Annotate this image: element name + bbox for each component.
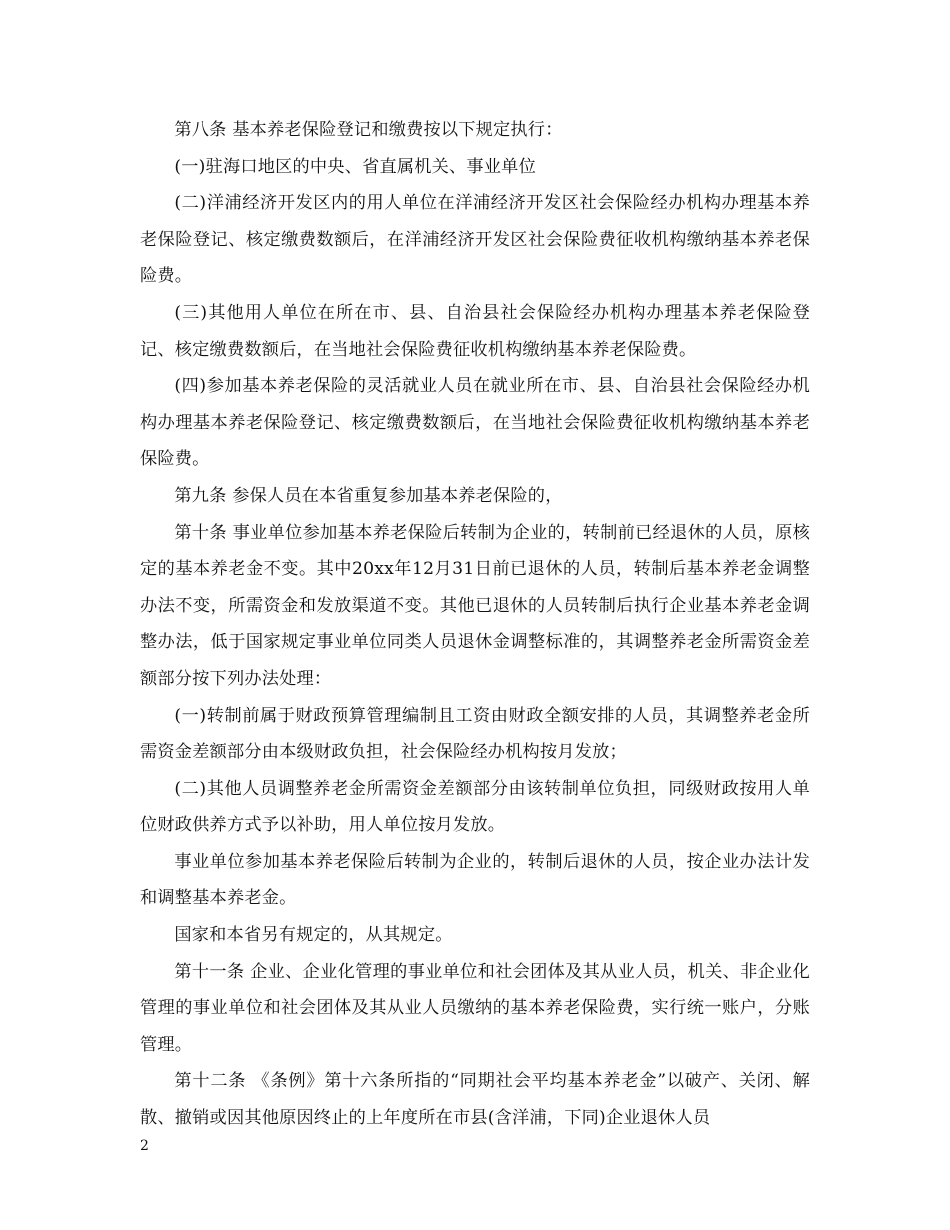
- paragraph-article-8-item-4: (四)参加基本养老保险的灵活就业人员在就业所在市、县、自治县社会保险经办机构办理基本养老保险登记、核定缴费数额后，在当地社会保险费征收机构缴纳基本养老保险费。: [140, 376, 810, 470]
- page-number: 2: [140, 1138, 149, 1154]
- paragraph-article-10-retirement: 事业单位参加基本养老保险后转制为企业的，转制后退休的人员，按企业办法计发和调整基本养老金。: [140, 851, 810, 909]
- paragraph-article-12: 第十二条 《条例》第十六条所指的“同期社会平均基本养老金”以破产、关闭、解散、撤销或因其他原因终止的上年度所在市县(含洋浦，下同)企业退休人员: [140, 1071, 810, 1129]
- paragraph-article-8-item-2: (二)洋浦经济开发区内的用人单位在洋浦经济开发区社会保险经办机构办理基本养老保险登记、核定缴费数额后，在洋浦经济开发区社会保险费征收机构缴纳基本养老保险费。: [140, 193, 810, 287]
- paragraph-article-10-item-2: (二)其他人员调整养老金所需资金差额部分由该转制单位负担，同级财政按用人单位财政供养方式予以补助，用人单位按月发放。: [140, 778, 810, 836]
- paragraph-article-8-item-3: (三)其他用人单位在所在市、县、自治县社会保险经办机构办理基本养老保险登记、核定缴费数额后，在当地社会保险费征收机构缴纳基本养老保险费。: [140, 302, 810, 360]
- paragraph-article-9: 第九条 参保人员在本省重复参加基本养老保险的，: [174, 485, 563, 506]
- paragraph-article-10: 第十条 事业单位参加基本养老保险后转制为企业的，转制前已经退休的人员，原核定的基本养老金不变。其中20xx年12月31日前已退休的人员，转制后基本养老金调整办法不变，所需资金和发放渠道不变。其他已退休的人员转制后执行企业基本养老金调整办法，低于国家规定事业单位同类人员退休金调整标准的，其调整养老金所需资金差额部分按下列办法处理：: [140, 522, 810, 689]
- paragraph-article-10-other-rules: 国家和本省另有规定的，从其规定。: [174, 925, 453, 946]
- paragraph-article-8-item-1: (一)驻海口地区的中央、省直属机关、事业单位: [174, 156, 536, 177]
- paragraph-article-11: 第十一条 企业、企业化管理的事业单位和社会团体及其从业人员，机关、非企业化管理的事业单位和社会团体及其从业人员缴纳的基本养老保险费，实行统一账户，分账管理。: [140, 961, 810, 1055]
- paragraph-article-8: 第八条 基本养老保险登记和缴费按以下规定执行：: [174, 120, 563, 140]
- paragraph-article-10-item-1: (一)转制前属于财政预算管理编制且工资由财政全额安排的人员，其调整养老金所需资金差额部分由本级财政负担，社会保险经办机构按月发放；: [140, 705, 810, 763]
- document-body: [140, 112, 810, 1137]
